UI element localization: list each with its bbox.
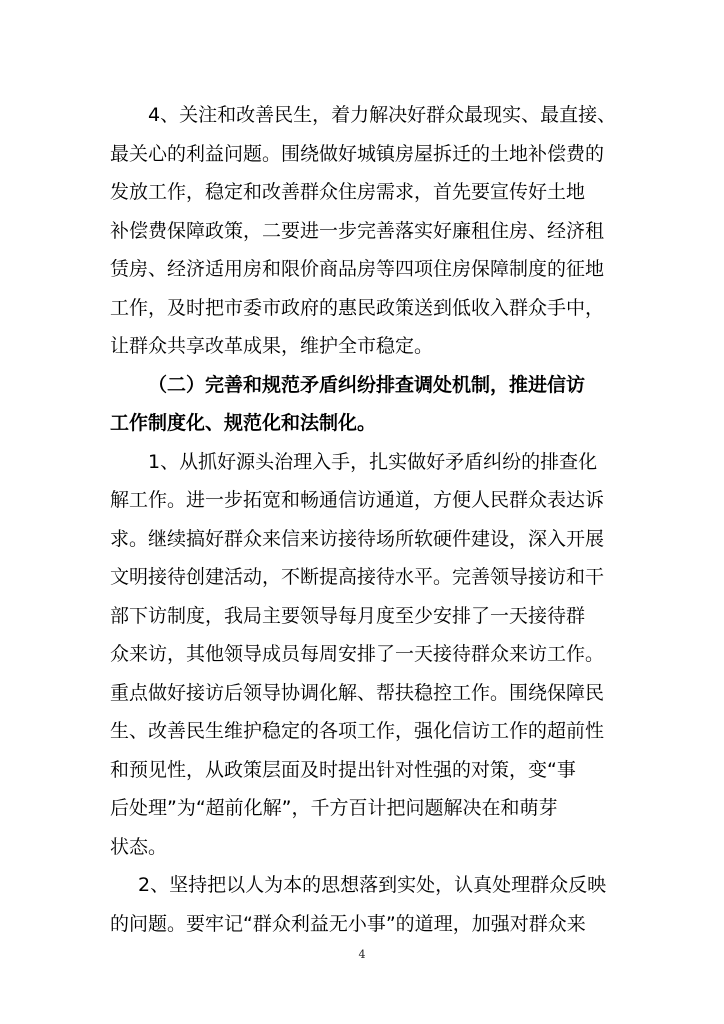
paragraph-line: 状态。: [110, 835, 168, 858]
paragraph-line: 2、坚持把以人为本的思想落到实处，认真处理群众反映: [138, 874, 607, 896]
paragraph-line: 补偿费保障政策，二要进一步完善落实好廉租住房、经济租: [110, 219, 605, 242]
paragraph-line: 的问题。要牢记“群众利益无小事”的道理，加强对群众来: [110, 912, 586, 935]
section-heading-line: 工作制度化、规范化和法制化。: [110, 412, 377, 434]
paragraph-line: 解工作。进一步拓宽和畅通信访通道，方便人民群众表达诉: [110, 489, 605, 511]
paragraph-line: 1、从抓好源头治理入手，扎实做好矛盾纠纷的排查化: [148, 450, 598, 473]
paragraph-line: 部下访制度，我局主要领导每月度至少安排了一天接待群: [110, 604, 586, 627]
paragraph-line: 求。继续搞好群众来信来访接待场所软硬件建设，深入开展: [110, 527, 605, 550]
paragraph-line: 让群众共享改革成果，维护全市稳定。: [110, 335, 434, 357]
paragraph-line: 工作，及时把市委市政府的惠民政策送到低收入群众手中，: [110, 296, 605, 319]
paragraph-line: 发放工作，稳定和改善群众住房需求，首先要宣传好土地: [110, 181, 586, 203]
paragraph-line: 赁房、经济适用房和限价商品房等四项住房保障制度的征地: [110, 258, 605, 280]
paragraph-line: 重点做好接访后领导协调化解、帮扶稳控工作。围绕保障民: [110, 681, 605, 704]
paragraph-line: 最关心的利益问题。围绕做好城镇房屋拆迁的土地补偿费的: [110, 142, 605, 165]
paragraph-line: 和预见性，从政策层面及时提出针对性强的对策，变“事: [110, 758, 576, 781]
paragraph-line: 众来访，其他领导成员每周安排了一天接待群众来访工作。: [110, 643, 605, 665]
paragraph-line: 4、关注和改善民生，着力解决好群众最现实、最直接、: [148, 104, 617, 126]
paragraph-line: 文明接待创建活动，不断提高接待水平。完善领导接访和干: [110, 566, 605, 588]
section-heading-line: （二）完善和规范矛盾纠纷排查调处机制，推进信访: [148, 373, 586, 396]
paragraph-line: 后处理”为“超前化解”，千方百计把问题解决在和萌芽: [110, 797, 558, 819]
document-body: [110, 96, 620, 943]
paragraph-line: 生、改善民生维护稳定的各项工作，强化信访工作的超前性: [110, 720, 605, 742]
page-number: 4: [358, 948, 366, 961]
